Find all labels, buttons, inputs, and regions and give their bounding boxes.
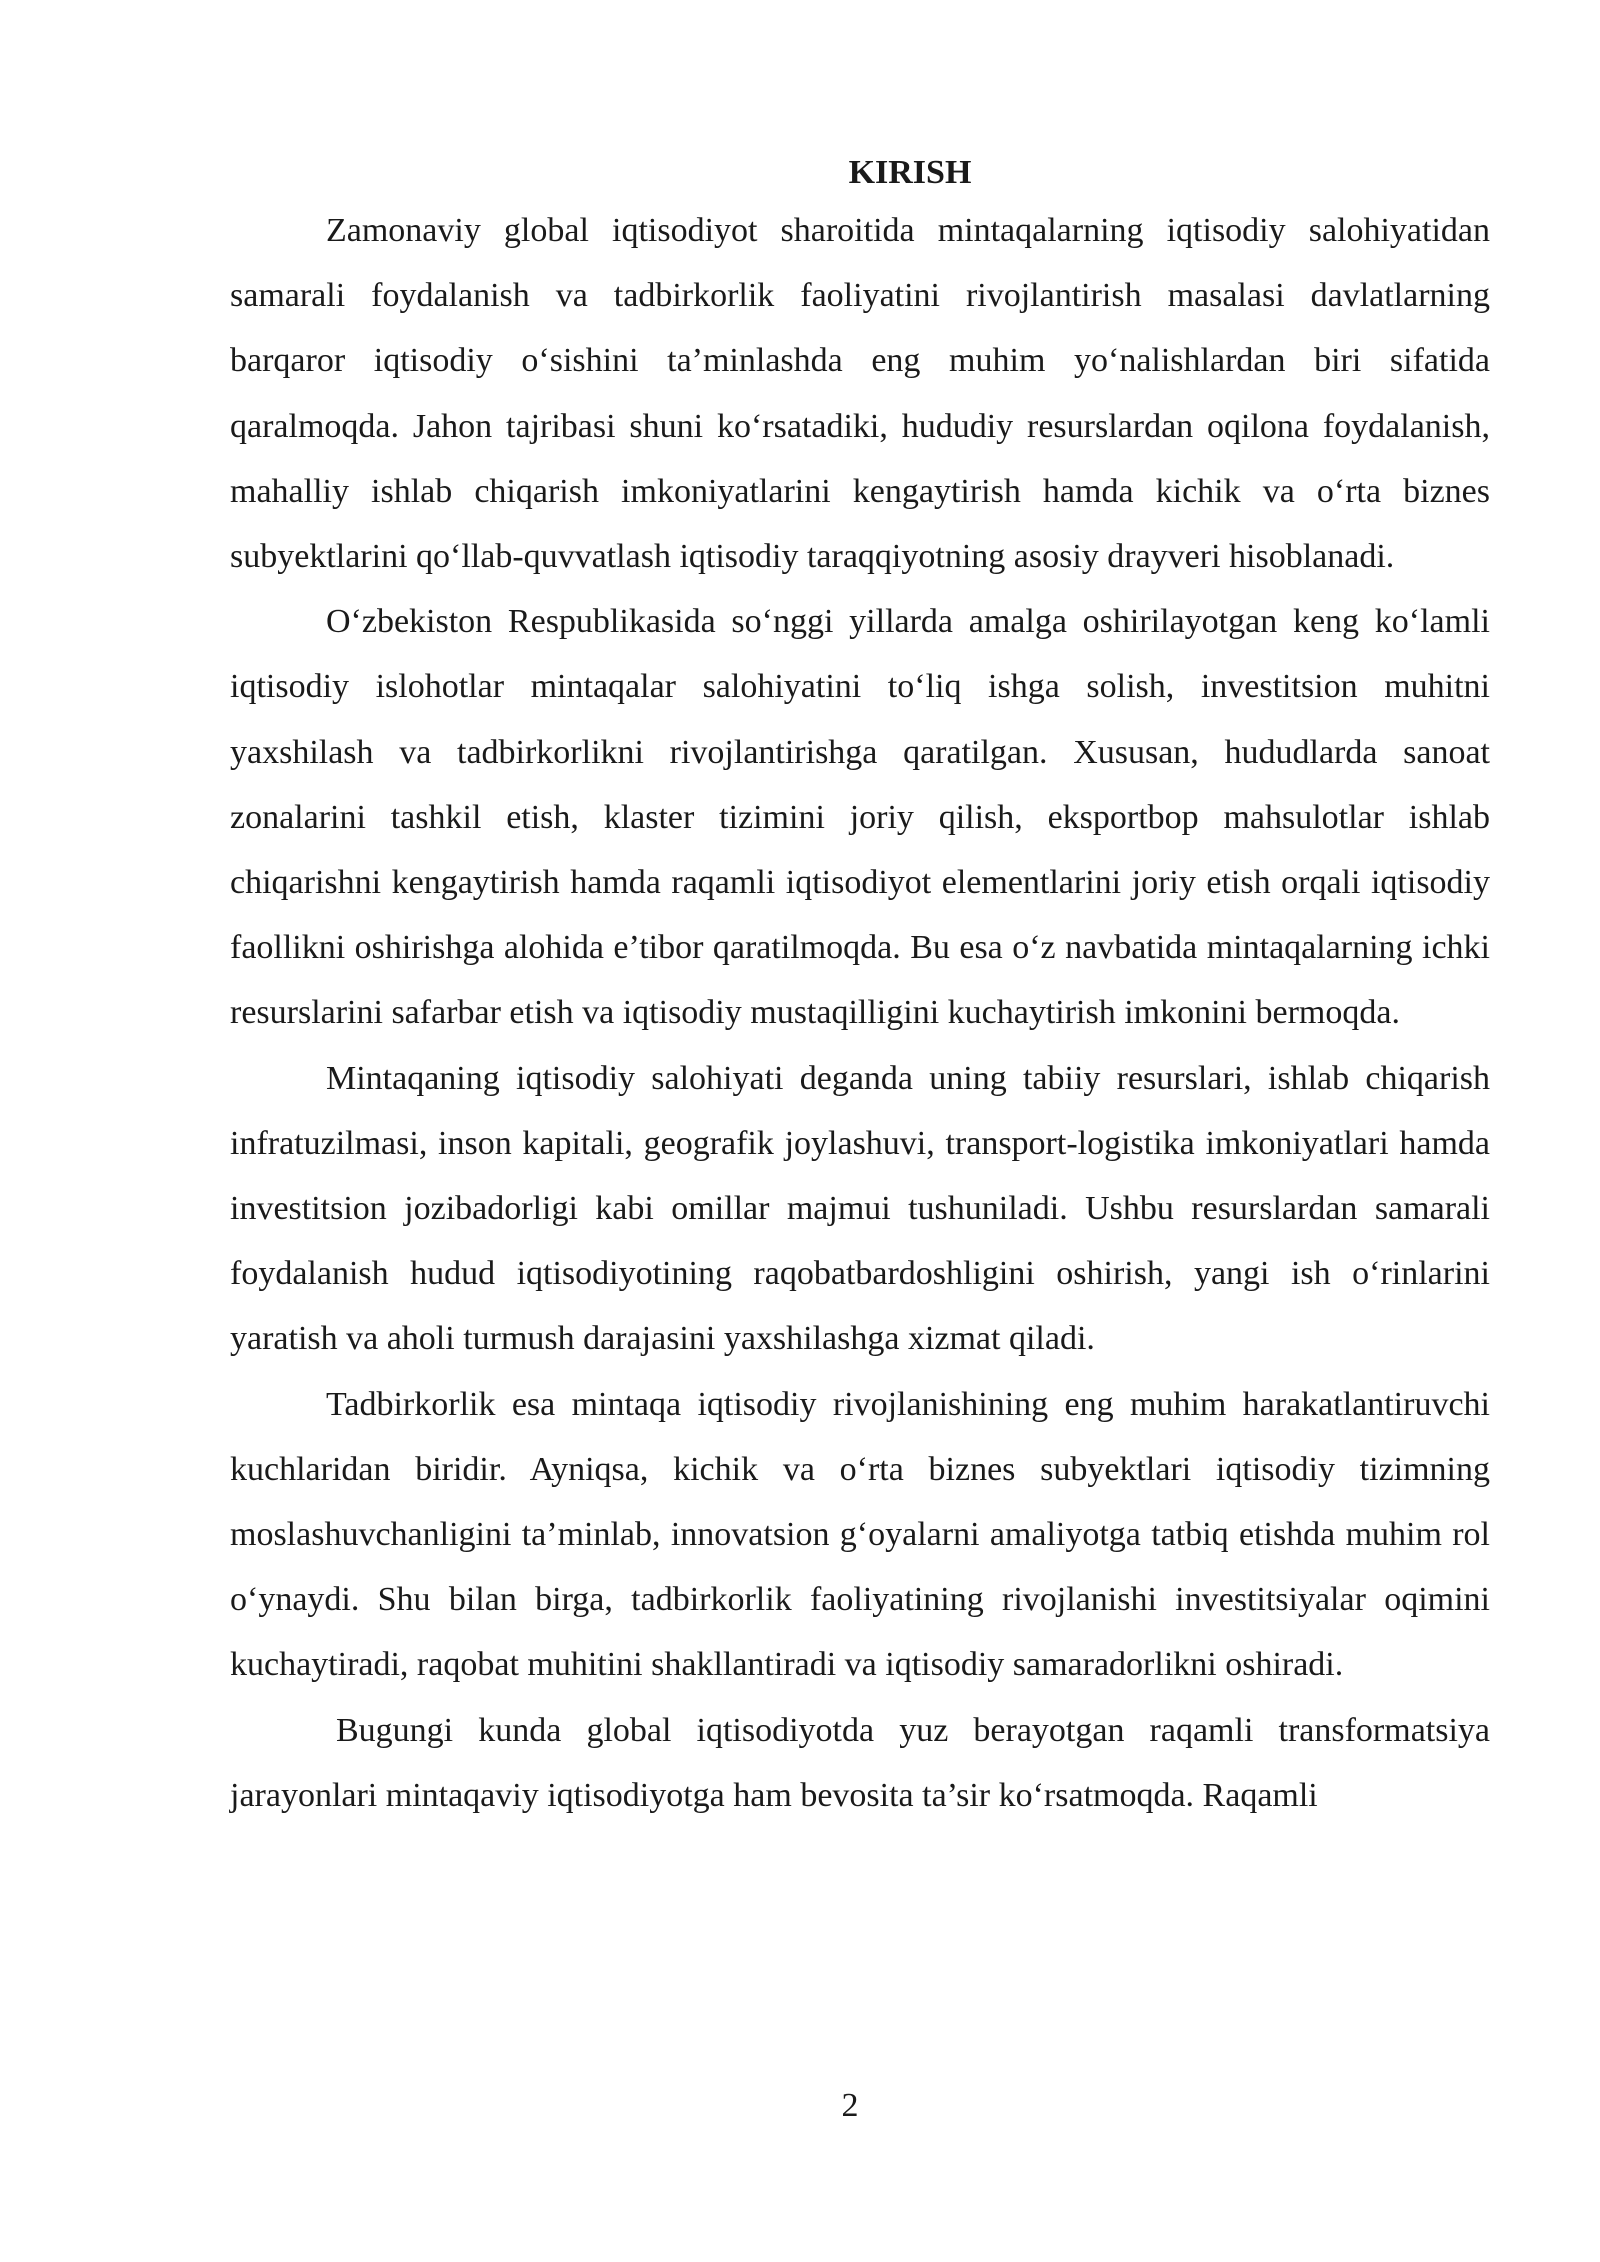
section-heading: KIRISH <box>848 154 972 191</box>
paragraph-4: Tadbirkorlik esa mintaqa iqtisodiy rivojlanishining eng muhim harakatlantiruvchi kuchlaridan biridir. Ayniqsa, kichik va o‘rta biznes subyektlari iqtisodiy tizimning moslashuvchanligini ta’minlab, innovatsion g‘oyalarni amaliyotga tatbiq etishda muhim rol o‘ynaydi. Shu bilan birga, tadbirkorlik faoliyatining rivojlanishi investitsiyalar oqimini kuchaytiradi, raqobat muhitini shakllantiradi va iqtisodiy samaradorlikni oshiradi. <box>230 1385 1490 1684</box>
paragraph-2: O‘zbekiston Respublikasida so‘nggi yillarda amalga oshirilayotgan keng ko‘lamli iqtisodiy islohotlar mintaqalar salohiyatini to‘liq ishga solish, investitsion muhitni yaxshilash va tadbirkorlikni rivojlantirishga qaratilgan. Xususan, hududlarda sanoat zonalarini tashkil etish, klaster tizimini joriy qilish, eksportbop mahsulotlar ishlab chiqarishni kengaytirish hamda raqamli iqtisodiyot elementlarini joriy etish orqali iqtisodiy faollikni oshirishga alohida e’tibor qaratilmoqda. Bu esa o‘z navbatida mintaqalarning ichki resurslarini safarbar etish va iqtisodiy mustaqilligini kuchaytirish imkonini bermoqda. <box>230 603 1490 1032</box>
paragraph-3: Mintaqaning iqtisodiy salohiyati deganda uning tabiiy resurslari, ishlab chiqarish infratuzilmasi, inson kapitali, geografik joylashuvi, transport-logistika imkoniyatlari hamda investitsion jozibadorligi kabi omillar majmui tushuniladi. Ushbu resurslardan samarali foydalanish hudud iqtisodiyotining raqobatbardoshligini oshirish, yangi ish o‘rinlarini yaratish va aholi turmush darajasini yaxshilashga xizmat qiladi. <box>230 1059 1490 1358</box>
page-number: 2 <box>841 2087 859 2124</box>
document-body <box>230 148 1490 1828</box>
paragraph-5: Bugungi kunda global iqtisodiyotda yuz berayotgan raqamli transformatsiya jarayonlari mintaqaviy iqtisodiyotga ham bevosita ta’sir ko‘rsatmoqda. Raqamli <box>230 1711 1490 1814</box>
paragraph-1: Zamonaviy global iqtisodiyot sharoitida mintaqalarning iqtisodiy salohiyatidan samarali foydalanish va tadbirkorlik faoliyatini rivojlantirish masalasi davlatlarning barqaror iqtisodiy o‘sishini ta’minlashda eng muhim yo‘nalishlardan biri sifatida qaralmoqda. Jahon tajribasi shuni ko‘rsatadiki, hududiy resurslardan oqilona foydalanish, mahalliy ishlab chiqarish imkoniyatlarini kengaytirish hamda kichik va o‘rta biznes subyektlarini qo‘llab-quvvatlash iqtisodiy taraqqiyotning asosiy drayveri hisoblanadi. <box>230 212 1490 576</box>
